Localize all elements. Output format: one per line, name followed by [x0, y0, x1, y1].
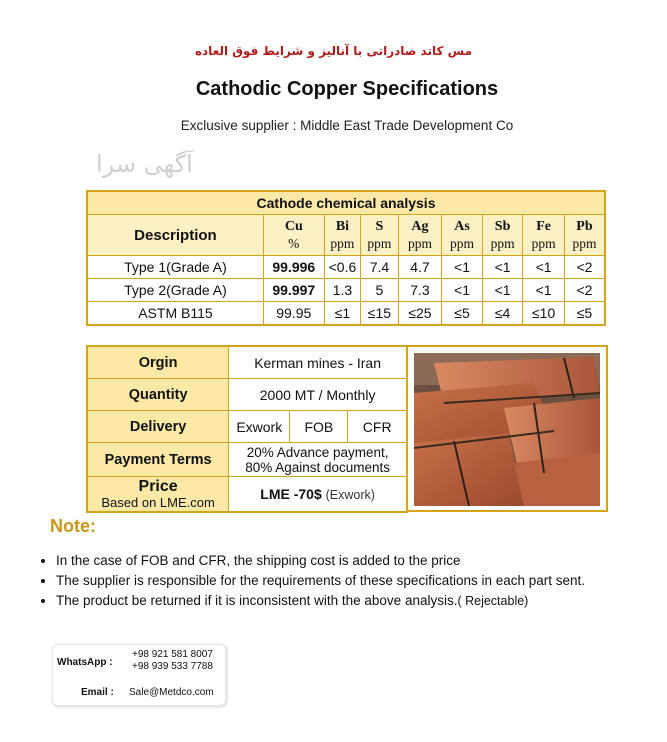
column-header-cu: Cu % [263, 215, 324, 256]
list-item: • In the case of FOB and CFR, the shipping cost is added to the price [56, 553, 667, 568]
column-header-s: S ppm [361, 215, 399, 256]
cell-ag: 7.3 [398, 279, 442, 302]
cell-bi: <0.6 [324, 256, 360, 279]
whatsapp-label: WhatsApp : [57, 657, 113, 668]
table-row [87, 256, 605, 279]
column-header-as: As ppm [442, 215, 483, 256]
price-note: (Exwork) [325, 488, 375, 502]
payment-terms-value [229, 443, 407, 477]
list-item: • The supplier is responsible for the requirements of these specifications in each part sent. [56, 573, 667, 588]
price-label: Price [138, 478, 178, 495]
email-label: Email : [81, 687, 114, 698]
contact-card [52, 644, 226, 706]
cell-fe: <1 [523, 256, 565, 279]
cell-ag: 4.7 [398, 256, 442, 279]
chemical-analysis-table [86, 190, 606, 326]
origin-label: Orgin [87, 346, 229, 379]
column-header-bi: Bi ppm [324, 215, 360, 256]
column-header-ag: Ag ppm [398, 215, 442, 256]
quantity-label: Quantity [87, 379, 229, 411]
payment-line-2: 80% Against documents [245, 459, 391, 475]
table-caption: Cathode chemical analysis [87, 191, 605, 215]
cell-s: 5 [361, 279, 399, 302]
table-header-row [87, 215, 605, 256]
cell-bi: ≤1 [324, 302, 360, 326]
cell-bi: 1.3 [324, 279, 360, 302]
delivery-option-exwork: Exwork [229, 411, 290, 443]
cell-cu: 99.996 [263, 256, 324, 279]
page-title: Cathodic Copper Specifications [195, 78, 499, 100]
column-header-fe: Fe ppm [523, 215, 565, 256]
note-tail: ( Rejectable) [457, 594, 529, 608]
delivery-label: Delivery [87, 411, 229, 443]
price-basis: Based on LME.com [101, 495, 215, 510]
cell-pb: <2 [564, 279, 605, 302]
row-description: ASTM B115 [87, 302, 263, 326]
cell-as: ≤5 [442, 302, 483, 326]
cell-s: 7.4 [361, 256, 399, 279]
phone-number-2[interactable]: +98 939 533 7788 [132, 661, 213, 672]
row-description: Type 2(Grade A) [87, 279, 263, 302]
phone-number-1[interactable]: +98 921 581 8007 [132, 649, 213, 660]
cell-pb: <2 [564, 256, 605, 279]
table-row [87, 302, 605, 326]
list-item [56, 593, 667, 609]
row-description: Type 1(Grade A) [87, 256, 263, 279]
supplier-subtitle: Exclusive supplier : Middle East Trade Development Co [180, 118, 514, 133]
persian-heading: مس کاتد صادراتی با آنالیز و شرایط فوق العاده [194, 44, 473, 58]
column-header-sb: Sb ppm [482, 215, 523, 256]
cell-as: <1 [442, 256, 483, 279]
offer-terms-table [86, 345, 408, 513]
watermark-logo: آگهی سرا [96, 150, 193, 178]
product-photo-frame [408, 345, 608, 512]
cell-sb: ≤4 [482, 302, 523, 326]
delivery-option-fob: FOB [290, 411, 348, 443]
origin-value: Kerman mines - Iran [229, 346, 407, 379]
email-link[interactable]: Sale@Metdco.com [129, 687, 214, 698]
cell-fe: ≤10 [523, 302, 565, 326]
cell-sb: <1 [482, 256, 523, 279]
cell-as: <1 [442, 279, 483, 302]
note-list [30, 553, 667, 614]
delivery-option-cfr: CFR [348, 411, 407, 443]
cell-cu: 99.997 [263, 279, 324, 302]
copper-cathode-photo [414, 353, 600, 506]
note-heading: Note: [50, 516, 96, 536]
cell-s: ≤15 [361, 302, 399, 326]
price-value: LME -70$ [260, 486, 322, 502]
payment-line-1: 20% Advance payment, [246, 444, 389, 460]
cell-pb: ≤5 [564, 302, 605, 326]
cell-cu: 99.95 [263, 302, 324, 326]
column-header-pb: Pb ppm [564, 215, 605, 256]
cell-fe: <1 [523, 279, 565, 302]
price-label-cell [87, 477, 229, 513]
payment-terms-label: Payment Terms [87, 443, 229, 477]
quantity-value: 2000 MT / Monthly [229, 379, 407, 411]
note-text: The product be returned if it is inconsistent with the above analysis. [56, 593, 458, 608]
cell-ag: ≤25 [398, 302, 442, 326]
price-value-cell [229, 477, 407, 513]
table-row [87, 279, 605, 302]
column-header-description: Description [87, 215, 263, 256]
cell-sb: <1 [482, 279, 523, 302]
